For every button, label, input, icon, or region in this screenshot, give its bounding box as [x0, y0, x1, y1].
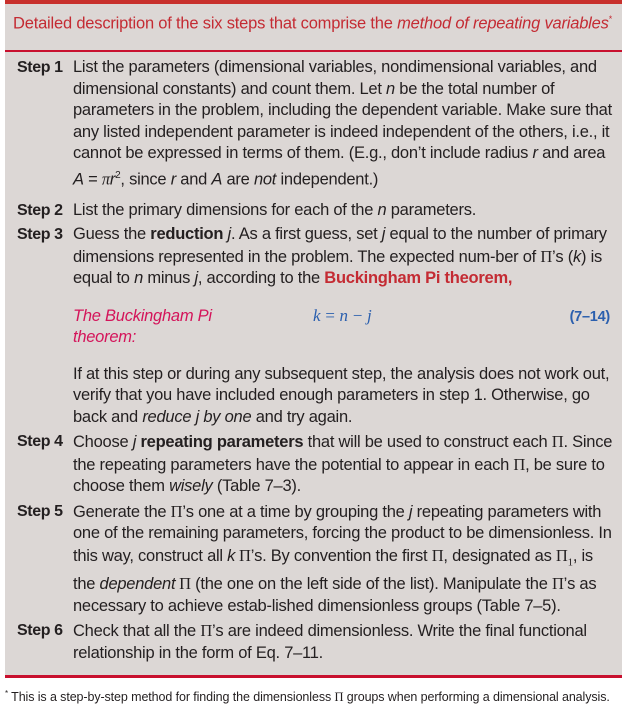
- step-6: [5, 620, 622, 664]
- buckingham-pi-term: Buckingham Pi theorem,: [324, 269, 513, 287]
- table-title: [5, 4, 622, 52]
- step-label: Step 2: [17, 201, 63, 219]
- title-text: Detailed description of the six steps that comprise the: [13, 14, 398, 33]
- step-1: [5, 57, 622, 191]
- step-description: Check that all the Π’s are indeed dimensionless. Write the final functional relationship in the form of Eq. 7–11.: [73, 621, 587, 662]
- bottom-rule: [5, 675, 622, 678]
- step-description: List the parameters (dimensional variables, nondimensional variables, and dimensional constants) and count them. Let n be the total number of parameters in the problem, including the dependent variable. Make sure that any listed independent parameter is indeed independent of the others, i.e., it cannot be expressed in terms of them. (E.g., don’t include radius r and area $A = \pi r^2$, since r and A are not independent.): [73, 58, 612, 188]
- step-description: List the primary dimensions for each of the n parameters.: [73, 200, 477, 219]
- step-label: Step 6: [17, 622, 63, 640]
- title-italic: method of repeating variables: [397, 14, 609, 33]
- step-4: [5, 431, 622, 498]
- step-3: [5, 224, 622, 428]
- step-label: Step 5: [17, 502, 63, 520]
- equation-body: k = n − j: [313, 305, 372, 325]
- equation-label: The Buckingham Pi theorem:: [73, 306, 212, 346]
- step-label: Step 1: [17, 59, 63, 76]
- step-description: Generate the Π’s one at a time by grouping the j repeating parameters with one of the remaining parameters, forcing the product to be dimensionless. In this way, construct all k Π’s. By convention the first Π, designated as $\Pi_1$, is the dependent Π (the one on the left side of the list). Manipulate the Π’s as necessary to achieve estab-lished dimensionless groups (Table 7–5).: [73, 501, 612, 615]
- step-5: [5, 501, 622, 618]
- step-label: Step 4: [17, 433, 63, 450]
- step-2: [5, 200, 622, 222]
- steps-list: [5, 52, 622, 664]
- footnote: * This is a step-by-step method for finding the dimensionless Π groups when performing a dimensional analysis.: [5, 689, 610, 705]
- title-footnote-marker: *: [608, 14, 612, 24]
- step-description: Guess the reduction j. As a first guess, set j equal to the number of primary dimensions represented in the problem. The expected num-ber of Π’s (k) is equal to n minus j, according to the Buckingham Pi theorem, The Buckingham Pi theorem: k = n − j (7–14) If at this step or during any subsequent step, the analysis does not work out, verify that you have included enough parameters in step 1. Otherwise, go back and reduce j by one and try again.: [73, 224, 622, 428]
- equation-7-14: [73, 305, 614, 349]
- step-description: Choose j repeating parameters that will be used to construct each Π. Since the repeating parameters have the potential to appear in each Π, be sure to choose them wisely (Table 7–3).: [73, 432, 613, 495]
- equation-number: (7–14): [569, 308, 610, 325]
- table-panel: [5, 0, 622, 678]
- step-label: Step 3: [17, 226, 63, 243]
